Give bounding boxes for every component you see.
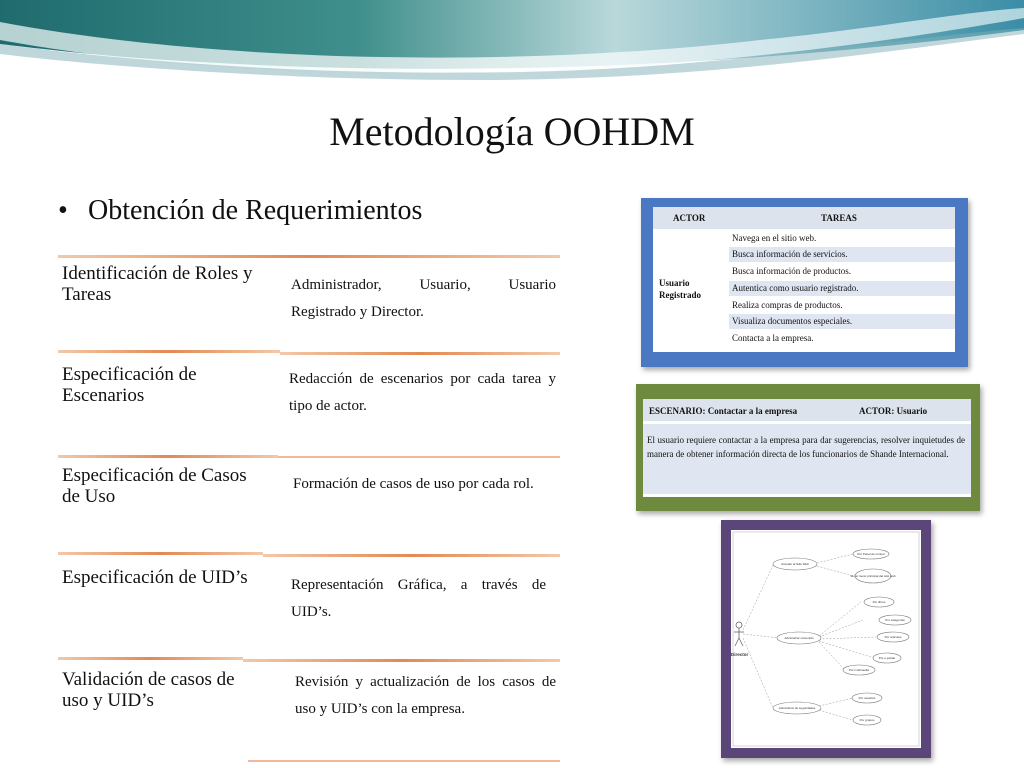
scenario-header	[643, 399, 971, 421]
row-description: Administrador, Usuario, Usuario Registrado y Director.	[291, 277, 556, 320]
row-description: Formación de casos de uso por cada rol.	[293, 476, 534, 492]
task-item: Busca información de productos.	[732, 266, 851, 276]
usecase-diagram	[731, 530, 921, 748]
row-description: Redacción de escenarios por cada tarea y tipo de actor.	[289, 371, 556, 414]
col-actor-header: ACTOR	[673, 213, 706, 223]
task-item: Busca información de servicios.	[729, 247, 955, 262]
scenario-actor: ACTOR: Usuario	[859, 406, 928, 416]
actor-line2: Registrado	[659, 290, 701, 300]
separator-line	[263, 554, 560, 557]
roles-table	[653, 207, 955, 352]
separator-line	[58, 350, 280, 353]
separator-line	[280, 352, 560, 355]
bullet-symbol: •	[58, 195, 68, 226]
separator-line	[58, 455, 278, 458]
separator-line	[58, 657, 243, 660]
subcase-label: Por libros	[872, 600, 886, 604]
task-item: Realiza compras de productos.	[732, 300, 843, 310]
row-description: Revisión y actualización de los casos de uso y UID’s con la empresa.	[295, 674, 556, 717]
slide-title: Metodología OOHDM	[329, 109, 695, 154]
row-description: Representación Gráfica, a través de UID’s.	[291, 577, 546, 620]
header-banner	[0, 0, 1024, 80]
separator-line	[243, 659, 560, 662]
separator-line	[248, 760, 560, 762]
subcase-label: Por Panel de control	[857, 552, 885, 556]
subcase-label: Por multimedia	[848, 668, 870, 672]
subcase-label: Por usuarios	[858, 696, 876, 700]
task-item: Contacta a la empresa.	[732, 333, 814, 343]
row-label: Validación de casos de uso y UID’s	[62, 669, 235, 711]
roles-table-header	[653, 207, 955, 229]
task-item: Autentica como usuario registrado.	[729, 281, 955, 296]
actor-line1: Usuario	[659, 278, 690, 288]
bullet-text: Obtención de Requerimientos	[88, 195, 423, 226]
task-item: Navega en el sitio web.	[732, 233, 817, 243]
row-label: Especificación de UID’s	[62, 567, 248, 588]
task-item: Visualiza documentos especiales.	[729, 314, 955, 329]
usecase-label: Administrar de seguridades	[778, 706, 816, 710]
usecase-label: Administrar contenido	[784, 636, 814, 640]
subcase-label: Por artículos	[884, 635, 902, 639]
subcase-label: Por grupos	[859, 718, 875, 722]
row-label: Identificación de Roles y Tareas	[62, 263, 253, 305]
col-tareas-header: TAREAS	[821, 213, 857, 223]
actor-label	[659, 277, 701, 301]
scenario-title: ESCENARIO: Contactar a la empresa	[649, 406, 798, 416]
separator-line	[58, 255, 560, 258]
scenario-text: El usuario requiere contactar a la empresa para dar sugerencias, resolver inquietudes de manera de obtener información directa de los funcionarios de Shande Internacional.	[647, 435, 965, 459]
separator-line	[58, 552, 263, 555]
scenario-table	[643, 399, 971, 497]
row-label: Especificación de Escenarios	[62, 364, 197, 406]
row-label: Especificación de Casos de Uso	[62, 465, 247, 507]
usecase-label: Acceder al Sitio Web	[781, 562, 809, 566]
bullet-heading	[58, 195, 422, 227]
subcase-label: Por e-poblar	[878, 656, 896, 660]
subcase-label: Por categorías	[885, 618, 905, 622]
subcase-label: Ver el menú principal del sitio web	[850, 574, 896, 578]
separator-line	[278, 456, 560, 458]
actor-figure	[734, 622, 744, 646]
actor-name: Director	[731, 652, 749, 657]
